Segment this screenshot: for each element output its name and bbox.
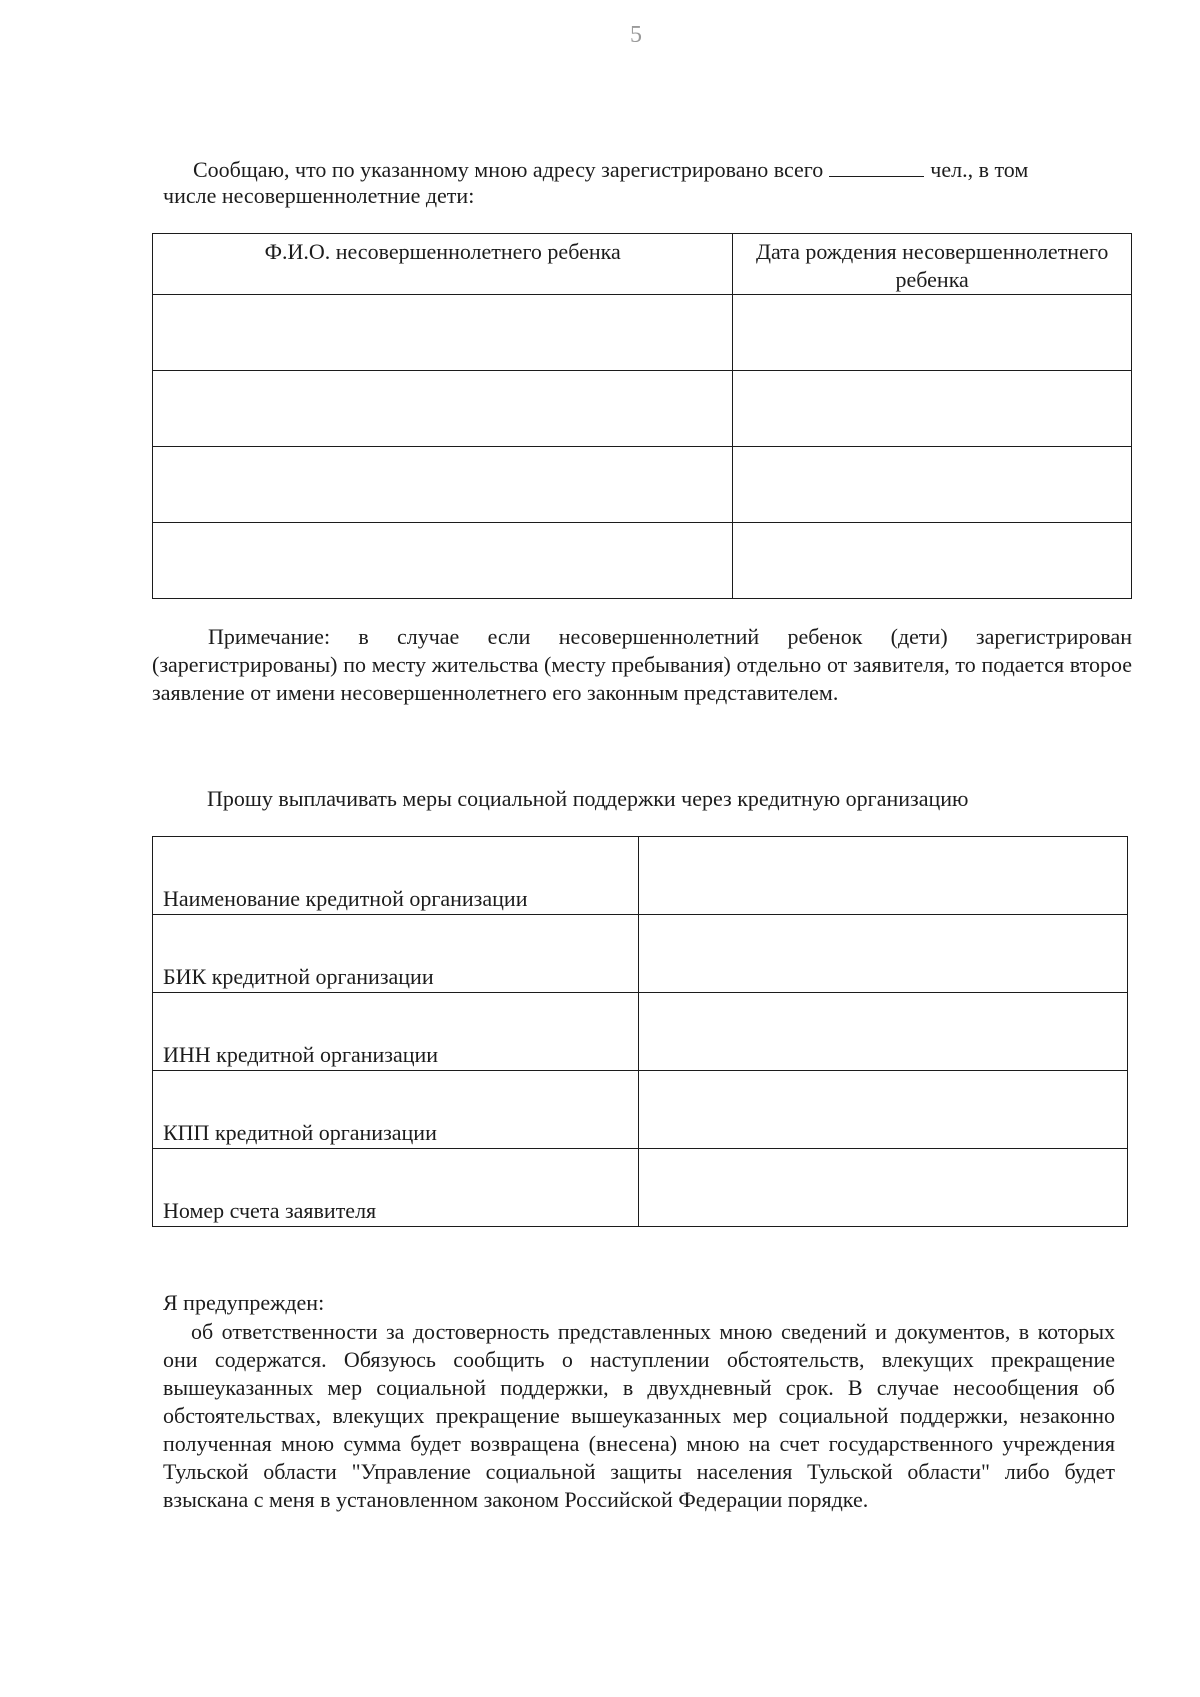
bank-name-label: Наименование кредитной организации	[153, 837, 639, 915]
table-row	[153, 993, 1128, 1071]
account-number-value[interactable]	[639, 1149, 1128, 1227]
bik-value[interactable]	[639, 915, 1128, 993]
child-birthdate-cell[interactable]	[733, 295, 1132, 371]
child-birthdate-cell[interactable]	[733, 371, 1132, 447]
account-number-label: Номер счета заявителя	[153, 1149, 639, 1227]
note-text: Примечание: в случае если несовершеннолетний ребенок (дети) зарегистрирован (зарегистрированы) по месту жительства (месту пребывания) отдельно от заявителя, то подается второе заявление от имени несовершеннолетнего его законным представителем.	[152, 624, 1132, 705]
intro-text-end: чел., в том	[930, 157, 1029, 182]
child-name-cell[interactable]	[153, 523, 733, 599]
warning-title: Я предупрежден:	[163, 1290, 325, 1315]
children-table	[152, 233, 1132, 599]
intro-text-line2: числе несовершеннолетние дети:	[163, 183, 475, 208]
children-header-name: Ф.И.О. несовершеннолетнего ребенка	[153, 234, 733, 295]
registered-count-blank[interactable]	[829, 156, 924, 177]
bank-name-value[interactable]	[639, 837, 1128, 915]
child-name-cell[interactable]	[153, 371, 733, 447]
kpp-value[interactable]	[639, 1071, 1128, 1149]
intro-text-start: Сообщаю, что по указанному мною адресу зарегистрировано всего	[193, 157, 824, 182]
registered-count-paragraph	[163, 156, 1123, 209]
children-header-birthdate: Дата рождения несовершеннолетнего ребенка	[733, 234, 1132, 295]
table-row	[153, 915, 1128, 993]
bank-table	[152, 836, 1128, 1227]
inn-value[interactable]	[639, 993, 1128, 1071]
table-row	[153, 1071, 1128, 1149]
table-row	[153, 837, 1128, 915]
inn-label: ИНН кредитной организации	[153, 993, 639, 1071]
page-number: 5	[630, 22, 642, 48]
table-row	[153, 371, 1132, 447]
child-name-cell[interactable]	[153, 295, 733, 371]
kpp-label: КПП кредитной организации	[153, 1071, 639, 1149]
table-row	[153, 447, 1132, 523]
table-row	[153, 295, 1132, 371]
note-paragraph	[152, 623, 1132, 707]
child-birthdate-cell[interactable]	[733, 447, 1132, 523]
bik-label: БИК кредитной организации	[153, 915, 639, 993]
child-birthdate-cell[interactable]	[733, 523, 1132, 599]
table-row	[153, 1149, 1128, 1227]
child-name-cell[interactable]	[153, 447, 733, 523]
table-row	[153, 523, 1132, 599]
payment-request-text: Прошу выплачивать меры социальной поддержки через кредитную организацию	[207, 786, 969, 811]
warning-paragraph	[163, 1318, 1115, 1514]
warning-text: об ответственности за достоверность представленных мною сведений и документов, в которых они содержатся. Обязуюсь сообщить о наступлении обстоятельств, влекущих прекращение вышеуказанных мер социальной поддержки, в двухдневный срок. В случае несообщения об обстоятельствах, влекущих прекращение вышеуказанных мер социальной поддержки, незаконно полученная мною сумма будет возвращена (внесена) мною на счет государственного учреждения Тульской области "Управление социальной защиты населения Тульской области" либо будет взыскана с меня в установленном законом Российской Федерации порядке.	[163, 1319, 1115, 1512]
